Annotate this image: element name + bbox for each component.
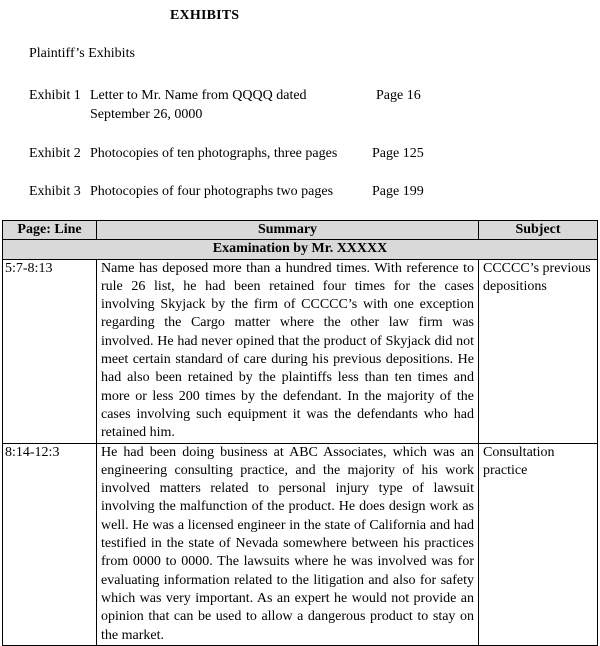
summary-table — [2, 220, 598, 646]
exhibit-number: Exhibit 3 — [29, 184, 81, 199]
summary-cell: Name has deposed more than a hundred times. With reference to rule 26 list, he had been retained four times for the cases involving Skyjack by the firm of CCCCC’s with one exception regarding the Cargo matter where the other law firm was involved. He had never opined that the product of Skyjack did not meet certain standard of care during his previous depositions. He had also been retained by the plaintiffs less than ten times and more or less 200 times by the defendant. In the majority of the cases involving such equipment it was the defendants who had retained him. — [97, 259, 479, 443]
page-line-cell: 8:14-12:3 — [3, 443, 97, 645]
exhibit-page: Page 16 — [376, 88, 421, 103]
exhibit-page: Page 125 — [372, 146, 424, 161]
exhibit-description: Letter to Mr. Name from QQQQ dated September 26, 0000 — [90, 88, 307, 122]
page-title: EXHIBITS — [170, 8, 240, 23]
column-header-page-line: Page: Line — [3, 221, 97, 240]
exhibit-description: Photocopies of ten photographs, three pages — [90, 146, 338, 161]
exhibit-number: Exhibit 2 — [29, 146, 81, 161]
subject-cell: Consultation practice — [479, 443, 598, 645]
table-header-row — [3, 221, 598, 240]
page-line-cell: 5:7-8:13 — [3, 259, 97, 443]
subject-cell: CCCCC’s previous depositions — [479, 259, 598, 443]
exhibit-number: Exhibit 1 — [29, 88, 81, 103]
summary-cell: He had been doing business at ABC Associates, which was an engineering consulting practice, and the majority of his work involved matters related to personal injury type of lawsuit involving the malfunction of the product. He does design work as well. He was a licensed engineer in the state of California and had testified in the state of Nevada somewhere between his practices from 0000 to 0000. The lawsuits where he was involved was for evaluating information related to the litigation and also for safety which was very important. As an expert he would not provide an opinion that can be used to allow a dangerous product to stay on the market. — [97, 443, 479, 645]
section-title: Examination by Mr. XXXXX — [3, 240, 598, 259]
column-header-summary: Summary — [97, 221, 479, 240]
table-row — [3, 259, 598, 443]
section-row — [3, 240, 598, 259]
plaintiff-exhibits-heading: Plaintiff’s Exhibits — [29, 46, 135, 61]
table-row — [3, 443, 598, 645]
exhibit-description: Photocopies of four photographs two pages — [90, 184, 334, 199]
exhibit-page: Page 199 — [372, 184, 424, 199]
column-header-subject: Subject — [479, 221, 598, 240]
